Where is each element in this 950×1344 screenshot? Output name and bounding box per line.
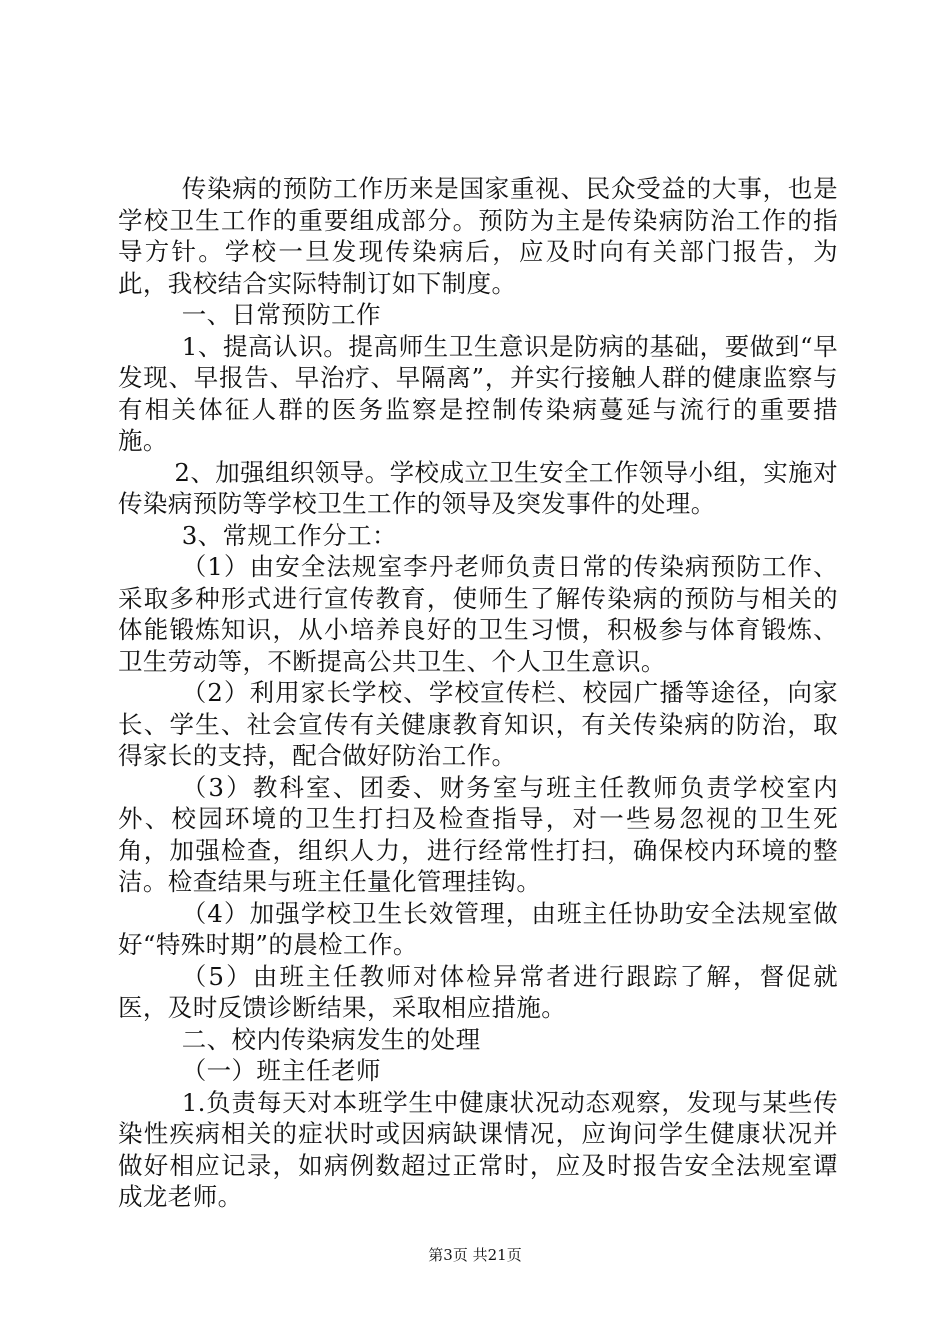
paragraph-item-2: 2、加强组织领导。学校成立卫生安全工作领导小组，实施对传染病预防等学校卫生工作的领导及突发事件的处理。 <box>118 457 838 518</box>
section-heading-outbreak-handling: 二、校内传染病发生的处理 <box>181 1024 481 1054</box>
paragraph-item-3: 3、常规工作分工： <box>181 520 397 550</box>
paragraph-item-1: 1、提高认识。提高师生卫生意识是防病的基础，要做到“早发现、早报告、早治疗、早隔离”，并实行接触人群的健康监察与有相关体征人群的医务监察是控制传染病蔓延与流行的重要措施。 <box>118 331 838 455</box>
paragraph-class-teacher-1: 1.负责每天对本班学生中健康状况动态观察，发现与某些传染性疾病相关的症状时或因病缺课情况，应询问学生健康状况并做好相应记录，如病例数超过正常时，应及时报告安全法规室谭成龙老师。 <box>118 1087 838 1211</box>
paragraph-subitem-4: （4）加强学校卫生长效管理，由班主任协助安全法规室做好“特殊时期”的晨检工作。 <box>118 898 838 959</box>
paragraph-subitem-5: （5）由班主任教师对体检异常者进行跟踪了解，督促就医，及时反馈诊断结果，采取相应措施。 <box>118 961 838 1022</box>
intro-paragraph: 传染病的预防工作历来是国家重视、民众受益的大事，也是学校卫生工作的重要组成部分。预防为主是传染病防治工作的指导方针。学校一旦发现传染病后，应及时向有关部门报告，为此，我校结合实际特制订如下制度。 <box>118 174 838 298</box>
subsection-heading-class-teacher: （一）班主任老师 <box>181 1056 381 1085</box>
page-number-footer: 第3页 共21页 <box>428 1246 522 1264</box>
document-body <box>118 173 838 1213</box>
paragraph-subitem-1: （1）由安全法规室李丹老师负责日常的传染病预防工作、采取多种形式进行宣传教育，使师生了解传染病的预防与相关的体能锻炼知识，从小培养良好的卫生习惯，积极参与体育锻炼、卫生劳动等，不断提高公共卫生、个人卫生意识。 <box>118 552 838 676</box>
paragraph-subitem-3: （3）教科室、团委、财务室与班主任教师负责学校室内外、校园环境的卫生打扫及检查指导，对一些易忽视的卫生死角，加强检查，组织人力，进行经常性打扫，确保校内环境的整洁。检查结果与班主任量化管理挂钩。 <box>118 772 838 896</box>
section-heading-daily-prevention: 一、日常预防工作 <box>181 300 381 329</box>
paragraph-subitem-2: （2）利用家长学校、学校宣传栏、校园广播等途径，向家长、学生、社会宣传有关健康教育知识，有关传染病的防治，取得家长的支持，配合做好防治工作。 <box>118 678 838 770</box>
